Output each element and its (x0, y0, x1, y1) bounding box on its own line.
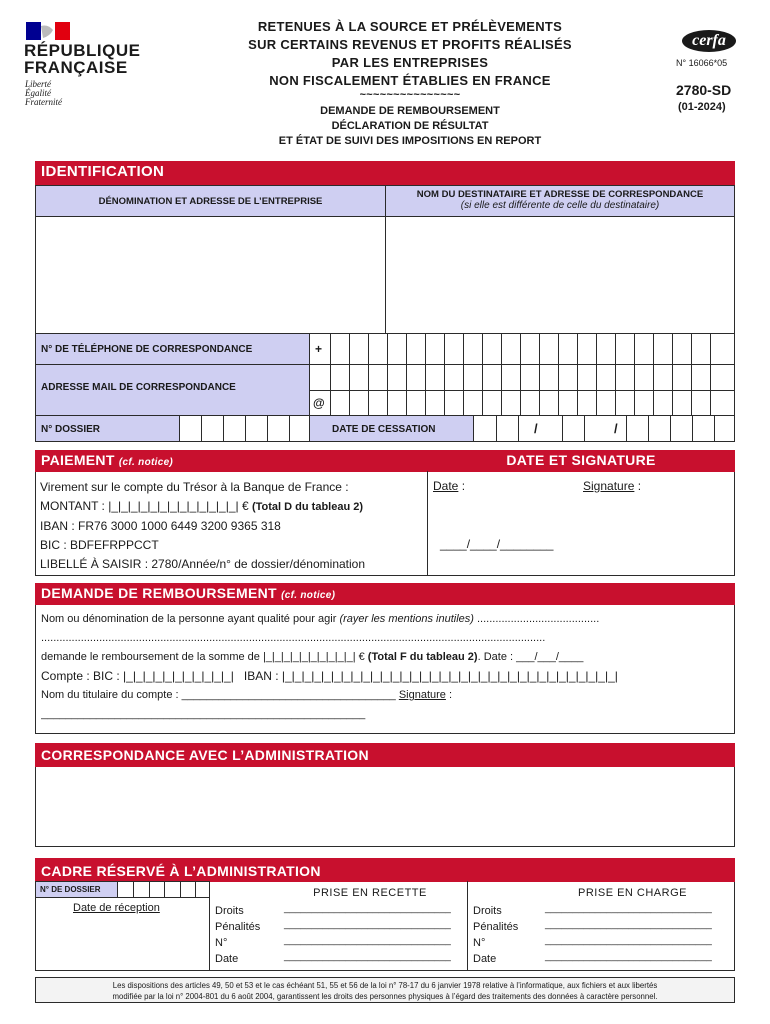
paiement-text: Virement sur le compte du Trésor à la Banque de France : MONTANT : |_|_|_|_|_|_|_|_|_|_|_|_|_| € (Total D du tableau 2) IBAN : FR76 3000 1000 6449 3200 9365 318 BIC : BDFEFRPPCCT LIBELLÉ À SAISIR : 2780/Année/n° de dossier/dénomination (40, 480, 366, 571)
telephone-label: N° DE TÉLÉPHONE DE CORRESPONDANCE (35, 333, 310, 365)
cessation-label: DATE DE CESSATION (309, 415, 474, 442)
signature-label: Signature : (583, 479, 642, 493)
dossier-field[interactable] (179, 415, 310, 442)
denomination-header: DÉNOMINATION ET ADRESSE DE L’ENTREPRISE (35, 185, 386, 217)
date-blank[interactable]: ____/____/________ (440, 537, 554, 551)
form-title: RETENUES À LA SOURCE ET PRÉLÈVEMENTS SUR CERTAINS REVENUS ET PROFITS RÉALISÉS PAR LES ENTREPRISES NON FISCALEMENT ÉTABLIES EN FRANCE ~~~~~~~~~~~~~~~ (248, 19, 572, 101)
paiement-title: PAIEMENT (cf. notice) (35, 450, 428, 472)
recette-labels: Droits Pénalités N° Date (215, 905, 261, 965)
admin-divider-2 (467, 881, 468, 971)
motto: Liberté Égalité Fraternité (25, 79, 62, 107)
remboursement-title: DEMANDE DE REMBOURSEMENT (cf. notice) (35, 583, 735, 605)
date-signature-title: DATE ET SIGNATURE (427, 450, 735, 472)
destinataire-header: NOM DU DESTINATAIRE ET ADRESSE DE CORRESPONDANCE (si elle est différente de celle du destinataire) (385, 185, 735, 217)
admin-title: CADRE RÉSERVÉ À L’ADMINISTRATION (35, 858, 735, 882)
mail-label: ADRESSE MAIL DE CORRESPONDANCE (35, 364, 310, 416)
identification-title: IDENTIFICATION (35, 161, 735, 185)
destinataire-area[interactable] (385, 216, 735, 334)
republique-title: RÉPUBLIQUE FRANÇAISE (24, 41, 141, 77)
admin-dossier-label: N° DE DOSSIER (35, 881, 118, 898)
cerfa-logo: cerfa (682, 30, 736, 52)
telephone-field[interactable]: + (309, 333, 735, 365)
admin-divider-1 (209, 881, 210, 971)
cerfa-number: N° 16066*05 (676, 58, 728, 68)
admin-dossier-field[interactable] (117, 881, 210, 898)
charge-blanks[interactable]: ______________________________ ______________________________ ______________________________ ______________________________ (545, 903, 712, 962)
form-code: 2780-SD (676, 82, 732, 98)
charge-header: PRISE EN CHARGE (578, 887, 687, 899)
mail-field-line2[interactable]: @ (309, 390, 735, 416)
cessation-field[interactable]: / / (473, 415, 735, 442)
mail-field-line1[interactable] (309, 364, 735, 391)
dossier-label: N° DOSSIER (35, 415, 180, 442)
charge-labels: Droits Pénalités N° Date (473, 905, 519, 965)
recette-blanks[interactable]: ______________________________ ______________________________ ______________________________ ______________________________ (284, 903, 451, 962)
marianne-logo (26, 22, 70, 40)
date-label: Date : (433, 479, 466, 493)
form-date: (01-2024) (678, 101, 726, 113)
remboursement-text: Nom ou dénomination de la personne ayant qualité pour agir (rayer les mentions inutiles) ........................................ ..................................................................................................................................................................... demande le remboursement de la somme de |_|_|_|_|_|_|_|_|_|_| € (Total F du tableau 2). Date : ___/___/____ Compte : BIC : |_|_|_|_|_|_|_|_|_|_|_| IBAN : |_|_|_|_|_|_|_|_|_|_|_|_|_|_|_|_|_|_|_|_|_|_|_|_|_|_|_|_|_|_|_|_|_|_| Nom du titulaire du compte : ___________________________________ Signature : _____________________________________________________ (41, 613, 618, 720)
form-subtitle: DEMANDE DE REMBOURSEMENT DÉCLARATION DE RÉSULTAT ET ÉTAT DE SUIVI DES IMPOSITIONS EN REPORT (278, 105, 542, 147)
footer-legal: Les dispositions des articles 49, 50 et 53 et le cas échéant 51, 55 et 56 de la loi n° 78-17 du 6 janvier 1978 relative à l’informatique, aux fichiers et aux libertés modifiée par la loi n° 2004-801 du 6 août 2004, garantissent les droits des personnes physiques à l’égard des traitements des données à caractère personnel. (35, 977, 735, 1003)
recette-header: PRISE EN RECETTE (313, 887, 427, 899)
denomination-area[interactable] (35, 216, 386, 334)
paiement-divider (427, 471, 428, 576)
correspondance-title: CORRESPONDANCE AVEC L’ADMINISTRATION (35, 743, 735, 767)
reception-label: Date de réception (73, 902, 160, 914)
